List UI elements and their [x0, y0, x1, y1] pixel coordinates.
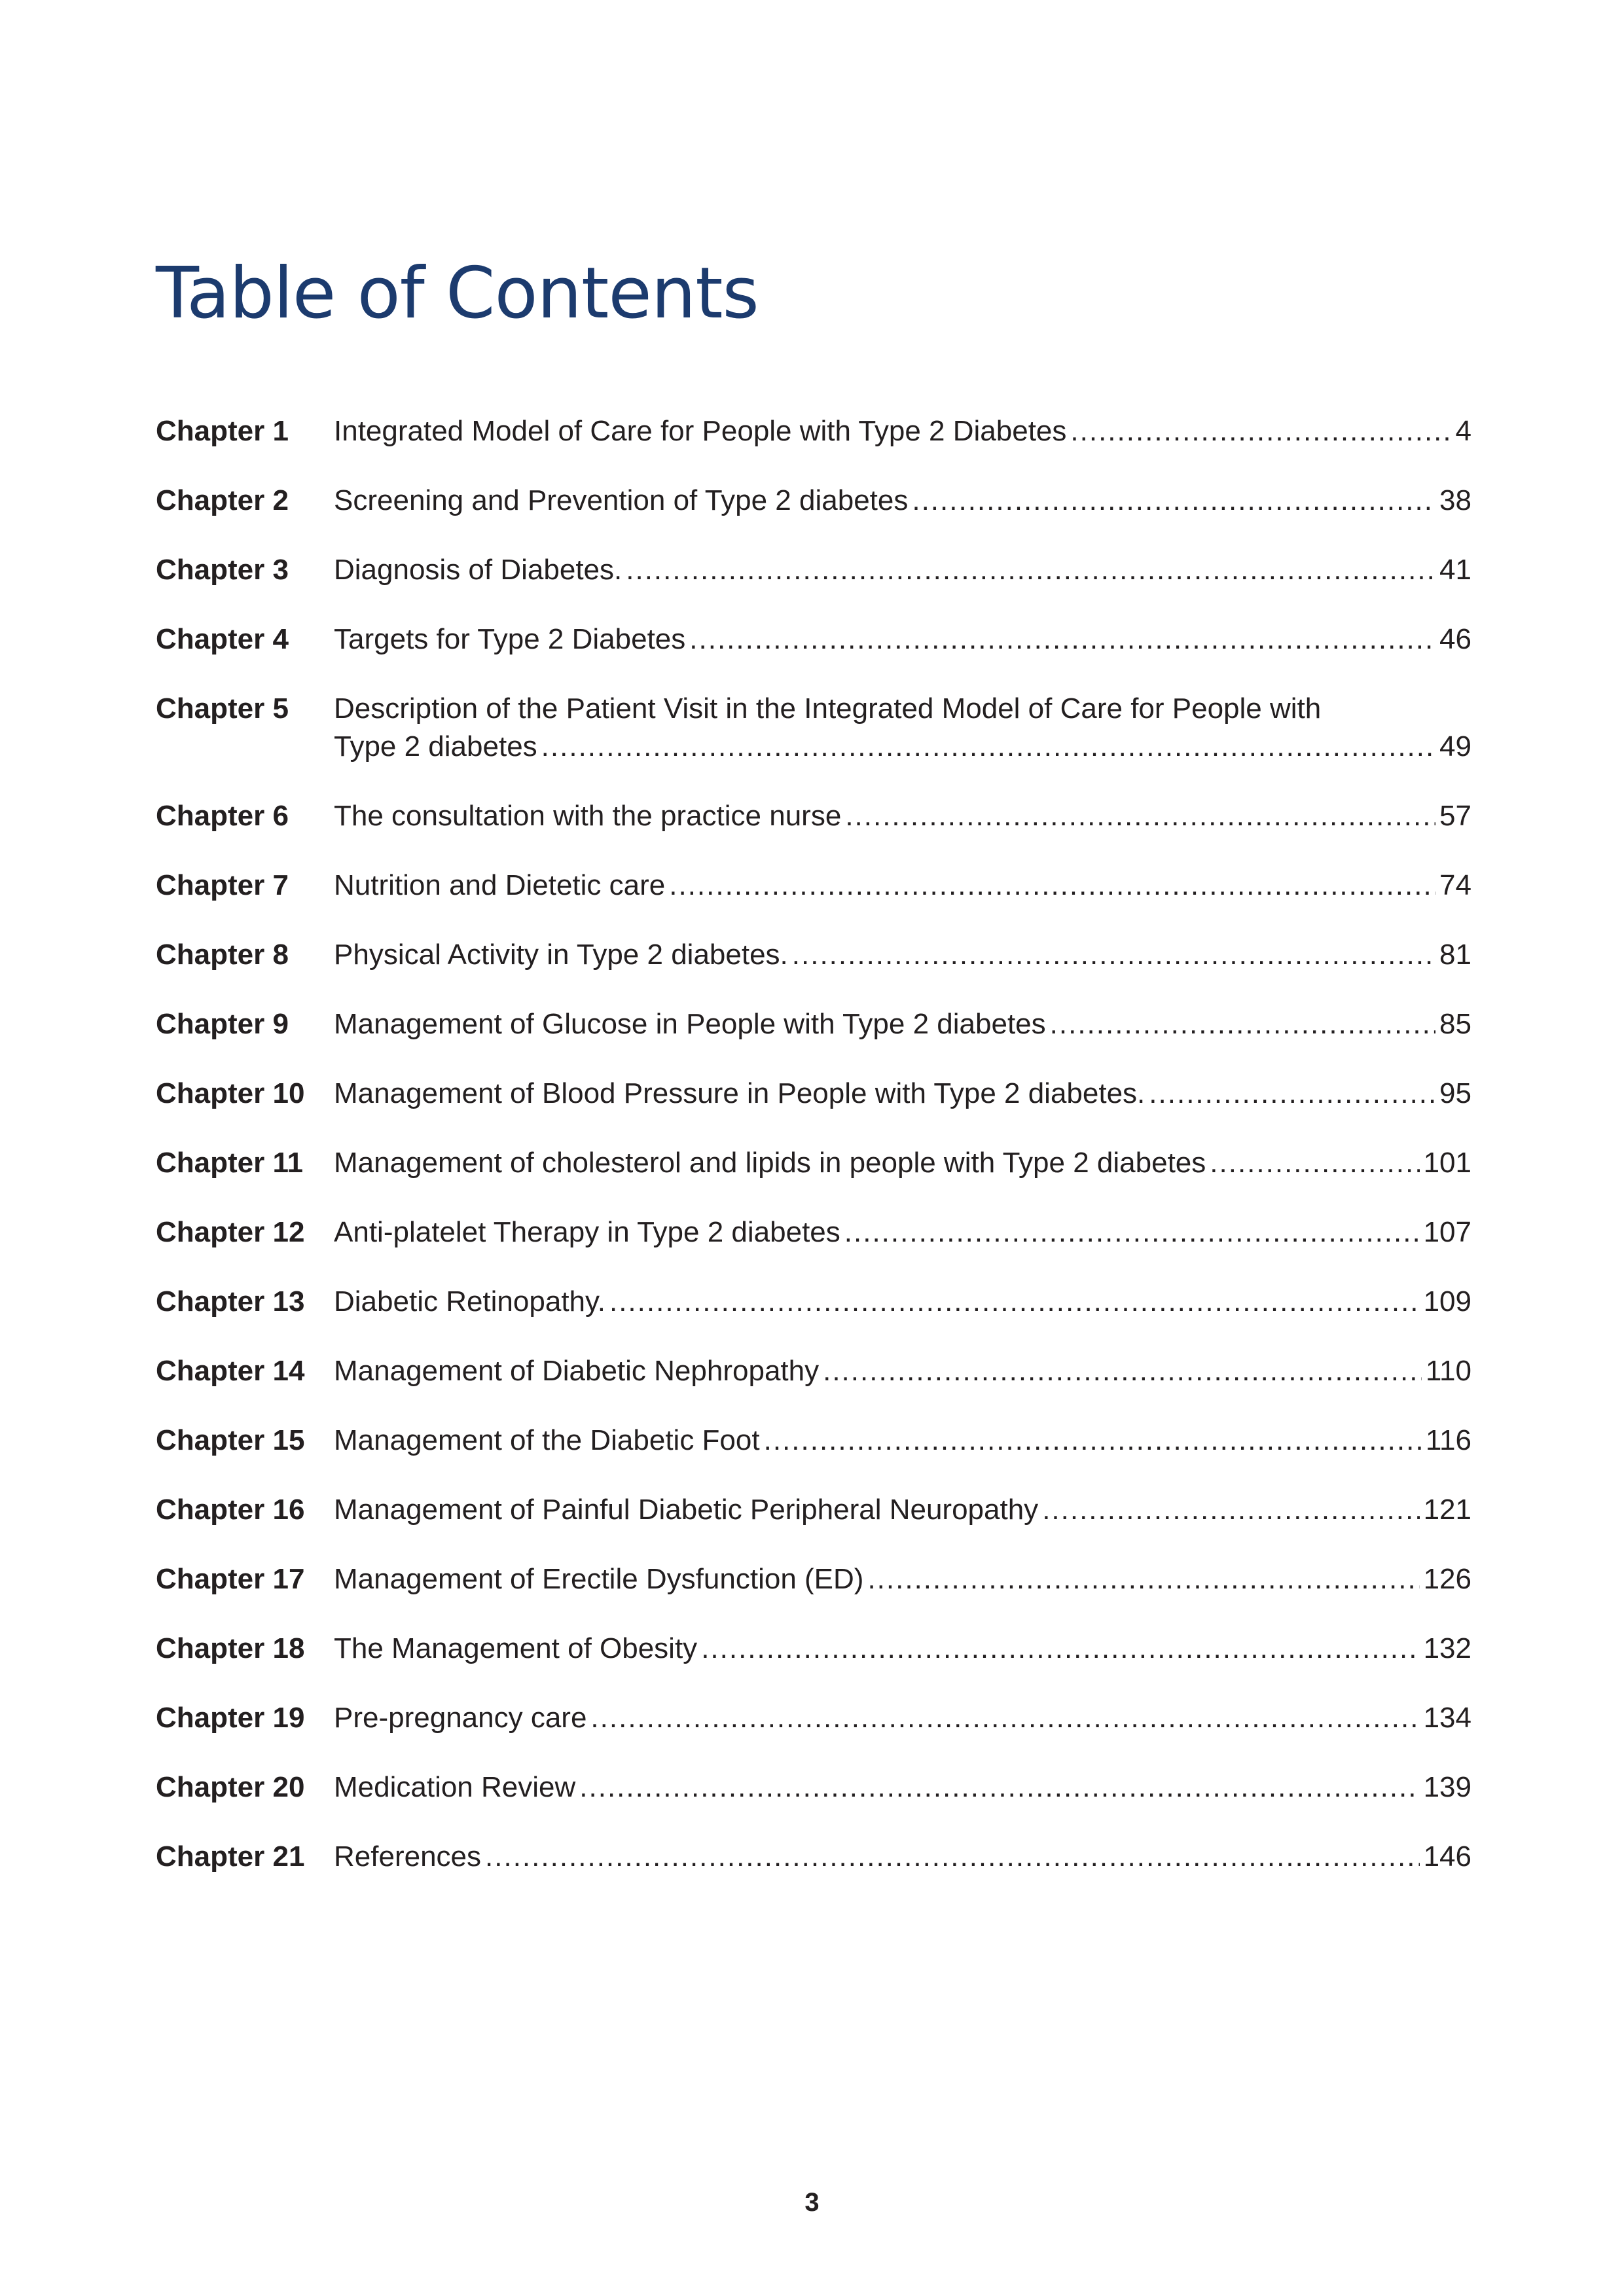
toc-entry-title[interactable]: Management of cholesterol and lipids in people with Type 2 diabetes [334, 1147, 1206, 1179]
toc-chapter-label: Chapter 6 [156, 800, 289, 832]
toc-page-number[interactable]: 110 [1425, 1355, 1471, 1387]
toc-leader-dots [541, 728, 1435, 766]
table-of-contents [156, 412, 1471, 1907]
toc-page-number[interactable]: 46 [1439, 623, 1471, 655]
toc-page-number[interactable]: 49 [1439, 730, 1471, 762]
toc-entry-title[interactable]: Pre-pregnancy care [334, 1702, 587, 1734]
toc-page-number[interactable]: 107 [1423, 1216, 1471, 1248]
toc-entry-5[interactable] [156, 690, 1471, 766]
toc-leader-dots [867, 1560, 1419, 1598]
toc-chapter-label: Chapter 4 [156, 623, 289, 655]
toc-entry-18[interactable] [156, 1630, 1471, 1668]
toc-entry-title[interactable]: Integrated Model of Care for People with Type 2 Diabetes [334, 415, 1067, 447]
toc-chapter-label: Chapter 11 [156, 1147, 303, 1179]
toc-chapter-label: Chapter 10 [156, 1077, 305, 1109]
toc-leader-dots [669, 867, 1435, 905]
toc-chapter-label: Chapter 7 [156, 869, 289, 901]
toc-entry-title[interactable]: Management of Erectile Dysfunction (ED) [334, 1563, 864, 1595]
toc-leader-dots [609, 1283, 1420, 1321]
toc-page-number[interactable]: 146 [1423, 1840, 1471, 1873]
toc-leader-dots [626, 551, 1435, 589]
toc-chapter-label: Chapter 20 [156, 1771, 305, 1803]
toc-chapter-label: Chapter 14 [156, 1355, 305, 1387]
toc-entry-2[interactable] [156, 482, 1471, 520]
toc-entry-title[interactable]: Management of Diabetic Nephropathy [334, 1355, 820, 1387]
toc-entry-3[interactable] [156, 551, 1471, 589]
toc-entry-12[interactable] [156, 1213, 1471, 1251]
toc-entry-title[interactable]: Management of the Diabetic Foot [334, 1424, 760, 1456]
toc-page-number[interactable]: 109 [1423, 1285, 1471, 1318]
toc-page-number[interactable]: 74 [1439, 869, 1471, 901]
toc-entry-title[interactable]: Diabetic Retinopathy. [334, 1285, 605, 1318]
toc-entry-7[interactable] [156, 867, 1471, 905]
toc-entry-1[interactable] [156, 412, 1471, 450]
toc-chapter-label: Chapter 19 [156, 1702, 305, 1734]
toc-leader-dots [912, 482, 1435, 520]
toc-leader-dots [845, 797, 1435, 835]
toc-leader-dots [792, 936, 1435, 974]
toc-page-number[interactable]: 85 [1439, 1008, 1471, 1040]
toc-entry-6[interactable] [156, 797, 1471, 835]
toc-entry-21[interactable] [156, 1838, 1471, 1876]
toc-leader-dots [579, 1768, 1419, 1806]
toc-page-number[interactable]: 132 [1423, 1632, 1471, 1664]
toc-leader-dots [1042, 1491, 1419, 1529]
toc-entry-9[interactable] [156, 1005, 1471, 1043]
toc-page-number[interactable]: 134 [1423, 1702, 1471, 1734]
toc-leader-dots [1050, 1005, 1435, 1043]
toc-page-number[interactable]: 95 [1439, 1077, 1471, 1109]
toc-entry-title[interactable]: The consultation with the practice nurse [334, 800, 842, 832]
toc-leader-dots [701, 1630, 1419, 1668]
toc-entry-title[interactable]: Management of Blood Pressure in People with Type 2 diabetes. [334, 1077, 1146, 1109]
toc-leader-dots [689, 620, 1435, 658]
toc-entry-title[interactable]: Management of Painful Diabetic Peripheral Neuropathy [334, 1494, 1039, 1526]
toc-chapter-label: Chapter 15 [156, 1424, 305, 1456]
toc-entry-10[interactable] [156, 1075, 1471, 1113]
toc-entry-title[interactable]: Screening and Prevention of Type 2 diabetes [334, 484, 909, 516]
toc-entry-20[interactable] [156, 1768, 1471, 1806]
toc-entry-title[interactable]: Anti-platelet Therapy in Type 2 diabetes [334, 1216, 840, 1248]
toc-entry-16[interactable] [156, 1491, 1471, 1529]
toc-entry-17[interactable] [156, 1560, 1471, 1598]
toc-chapter-label: Chapter 16 [156, 1494, 305, 1526]
toc-entry-4[interactable] [156, 620, 1471, 658]
page-number: 3 [804, 2188, 820, 2217]
toc-entry-11[interactable] [156, 1144, 1471, 1182]
toc-page-number[interactable]: 4 [1455, 415, 1471, 447]
toc-page-number[interactable]: 38 [1439, 484, 1471, 516]
toc-chapter-label: Chapter 9 [156, 1008, 289, 1040]
toc-leader-dots [1149, 1075, 1435, 1113]
toc-page-number[interactable]: 121 [1423, 1494, 1471, 1526]
toc-entry-title[interactable]: Management of Glucose in People with Type 2 diabetes [334, 1008, 1046, 1040]
toc-chapter-label: Chapter 13 [156, 1285, 305, 1318]
toc-chapter-label: Chapter 18 [156, 1632, 305, 1664]
toc-chapter-label: Chapter 5 [156, 692, 289, 725]
toc-leader-dots [844, 1213, 1420, 1251]
toc-leader-dots [590, 1699, 1419, 1737]
toc-entry-title-line1[interactable]: Description of the Patient Visit in the Integrated Model of Care for People with [334, 692, 1322, 725]
toc-leader-dots [764, 1422, 1422, 1460]
toc-leader-dots [823, 1352, 1422, 1390]
toc-entry-title[interactable]: References [334, 1840, 482, 1873]
toc-entry-title[interactable]: Medication Review [334, 1771, 576, 1803]
toc-chapter-label: Chapter 3 [156, 554, 289, 586]
toc-entry-8[interactable] [156, 936, 1471, 974]
toc-leader-dots [485, 1838, 1420, 1876]
toc-entry-15[interactable] [156, 1422, 1471, 1460]
toc-entry-title[interactable]: Nutrition and Dietetic care [334, 869, 666, 901]
toc-entry-13[interactable] [156, 1283, 1471, 1321]
toc-chapter-label: Chapter 17 [156, 1563, 305, 1595]
toc-chapter-label: Chapter 12 [156, 1216, 305, 1248]
toc-chapter-label: Chapter 2 [156, 484, 289, 516]
toc-chapter-label: Chapter 21 [156, 1840, 305, 1873]
toc-page-number[interactable]: 41 [1439, 554, 1471, 586]
toc-entry-19[interactable] [156, 1699, 1471, 1737]
toc-chapter-label: Chapter 1 [156, 415, 289, 447]
toc-entry-title[interactable]: Targets for Type 2 Diabetes [334, 623, 686, 655]
toc-chapter-label: Chapter 8 [156, 939, 289, 971]
toc-leader-dots [1210, 1144, 1419, 1182]
toc-page-number[interactable]: 57 [1439, 800, 1471, 832]
toc-entry-title[interactable]: The Management of Obesity [334, 1632, 698, 1664]
toc-page-number[interactable]: 116 [1425, 1424, 1471, 1456]
toc-leader-dots [1070, 412, 1451, 450]
toc-entry-14[interactable] [156, 1352, 1471, 1390]
toc-entry-title[interactable]: Physical Activity in Type 2 diabetes. [334, 939, 788, 971]
toc-entry-title[interactable]: Diagnosis of Diabetes. [334, 554, 623, 586]
toc-page-number[interactable]: 139 [1423, 1771, 1471, 1803]
toc-page-number[interactable]: 81 [1439, 939, 1471, 971]
page-title: Table of Contents [156, 253, 759, 334]
toc-page-number[interactable]: 126 [1423, 1563, 1471, 1595]
toc-entry-title[interactable]: Type 2 diabetes [334, 730, 537, 762]
toc-page-number[interactable]: 101 [1423, 1147, 1471, 1179]
